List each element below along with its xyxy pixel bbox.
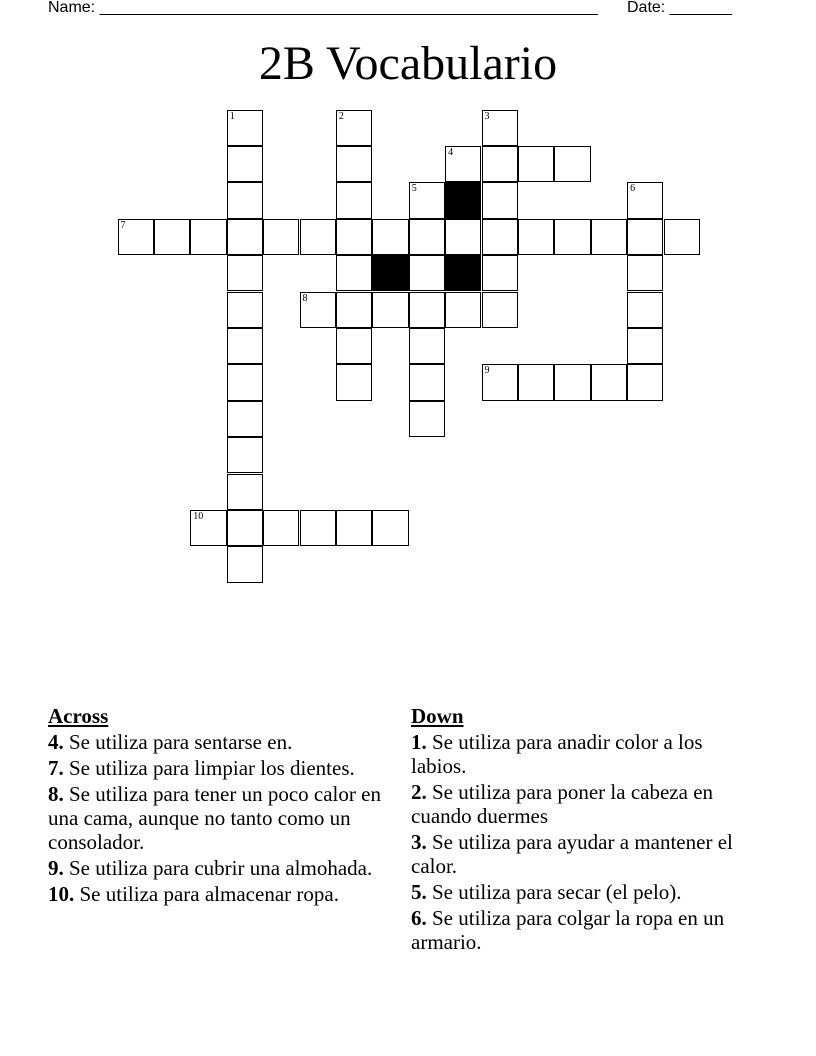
crossword-cell[interactable] [409, 401, 445, 437]
crossword-cell[interactable] [336, 510, 372, 546]
clue-text: Se utiliza para colgar la ropa en un armario. [411, 906, 725, 954]
crossword-cell[interactable] [591, 219, 627, 255]
crossword-cell[interactable] [409, 364, 445, 400]
down-heading: Down [411, 704, 464, 728]
crossword-cell[interactable] [482, 182, 518, 218]
clue-text: Se utiliza para sentarse en. [63, 730, 293, 754]
crossword-cell[interactable] [554, 219, 590, 255]
crossword-cell[interactable] [300, 292, 336, 328]
crossword-cell[interactable] [227, 182, 263, 218]
crossword-cell[interactable] [336, 110, 372, 146]
crossword-cell[interactable] [227, 146, 263, 182]
crossword-cell[interactable] [627, 255, 663, 291]
crossword-cell[interactable] [409, 255, 445, 291]
crossword-cell[interactable] [482, 110, 518, 146]
crossword-cell[interactable] [227, 401, 263, 437]
crossword-cell[interactable] [300, 510, 336, 546]
cell-number: 3 [484, 110, 490, 122]
crossword-cell[interactable] [518, 146, 554, 182]
crossword-cell[interactable] [409, 219, 445, 255]
crossword-cell[interactable] [518, 219, 554, 255]
clue-number: 7. [48, 756, 64, 780]
clue-text: Se utiliza para almacenar ropa. [74, 882, 339, 906]
clue-number: 1. [411, 730, 427, 754]
crossword-cell[interactable] [482, 292, 518, 328]
across-clue [48, 856, 398, 880]
clue-number: 6. [411, 906, 427, 930]
page-title: 2B Vocabulario [258, 37, 558, 90]
clue-text: Se utiliza para limpiar los dientes. [63, 756, 355, 780]
clue-number: 9. [48, 856, 64, 880]
cell-number: 9 [484, 365, 490, 377]
crossword-block-cell [445, 255, 481, 291]
crossword-cell[interactable] [409, 182, 445, 218]
crossword-cell[interactable] [336, 364, 372, 400]
crossword-cell[interactable] [627, 182, 663, 218]
crossword-cell[interactable] [227, 546, 263, 582]
crossword-cell[interactable] [227, 474, 263, 510]
crossword-cell[interactable] [482, 255, 518, 291]
crossword-cell[interactable] [664, 219, 700, 255]
across-heading: Across [48, 704, 109, 728]
crossword-cell[interactable] [372, 292, 408, 328]
name-field-line: Name: ________________________________________________________ [48, 0, 598, 16]
crossword-cell[interactable] [482, 219, 518, 255]
crossword-cell[interactable] [409, 292, 445, 328]
clue-text: Se utiliza para ayudar a mantener el calor. [411, 830, 733, 878]
crossword-cell[interactable] [627, 292, 663, 328]
clue-text: Se utiliza para secar (el pelo). [426, 880, 682, 904]
crossword-cell[interactable] [627, 219, 663, 255]
across-clue [48, 782, 398, 854]
crossword-cell[interactable] [627, 328, 663, 364]
crossword-cell[interactable] [482, 146, 518, 182]
cell-number: 4 [448, 146, 454, 158]
crossword-cell[interactable] [409, 328, 445, 364]
crossword-block-cell [445, 182, 481, 218]
cell-number: 5 [411, 183, 417, 195]
clue-text: Se utiliza para tener un poco calor en una cama, aunque no tanto como un consolador. [48, 782, 381, 854]
clue-number: 4. [48, 730, 64, 754]
across-clue [48, 882, 398, 906]
crossword-cell[interactable] [227, 219, 263, 255]
crossword-cell[interactable] [300, 219, 336, 255]
down-clue [411, 830, 756, 878]
clue-text: Se utiliza para poner la cabeza en cuando duermes [411, 780, 714, 828]
crossword-cell[interactable] [263, 219, 299, 255]
clue-text: Se utiliza para cubrir una almohada. [63, 856, 373, 880]
crossword-cell[interactable] [227, 437, 263, 473]
down-clue [411, 730, 756, 778]
clue-number: 5. [411, 880, 427, 904]
down-clue [411, 906, 756, 954]
down-clues [411, 704, 756, 954]
clue-number: 3. [411, 830, 427, 854]
crossword-cell[interactable] [227, 292, 263, 328]
clue-number: 2. [411, 780, 427, 804]
clue-number: 10. [48, 882, 75, 906]
crossword-cell[interactable] [336, 219, 372, 255]
crossword-cell[interactable] [336, 146, 372, 182]
clue-number: 8. [48, 782, 64, 806]
crossword-cell[interactable] [518, 364, 554, 400]
crossword-cell[interactable] [445, 219, 481, 255]
crossword-cell[interactable] [154, 219, 190, 255]
cell-number: 2 [338, 110, 344, 122]
crossword-cell[interactable] [227, 255, 263, 291]
crossword-cell[interactable] [227, 364, 263, 400]
crossword-cell[interactable] [336, 182, 372, 218]
crossword-block-cell [372, 255, 408, 291]
crossword-cell[interactable] [482, 364, 518, 400]
crossword-cell[interactable] [445, 292, 481, 328]
across-clue [48, 756, 398, 780]
crossword-cell[interactable] [554, 364, 590, 400]
crossword-cell[interactable] [227, 328, 263, 364]
down-clue [411, 780, 756, 828]
crossword-cell[interactable] [190, 510, 226, 546]
crossword-cell[interactable] [336, 328, 372, 364]
crossword-cell[interactable] [118, 219, 154, 255]
crossword-cell[interactable] [227, 510, 263, 546]
crossword-cell[interactable] [190, 219, 226, 255]
crossword-cell[interactable] [336, 292, 372, 328]
crossword-cell[interactable] [227, 110, 263, 146]
crossword-cell[interactable] [591, 364, 627, 400]
crossword-cell[interactable] [263, 510, 299, 546]
cell-number: 10 [193, 510, 204, 522]
crossword-cell[interactable] [627, 364, 663, 400]
across-clues [48, 704, 398, 906]
crossword-cell[interactable] [336, 255, 372, 291]
cell-number: 6 [630, 183, 636, 195]
crossword-cell[interactable] [445, 146, 481, 182]
across-clue [48, 730, 398, 754]
crossword-cell[interactable] [372, 219, 408, 255]
cell-number: 8 [302, 292, 308, 304]
cell-number: 1 [229, 110, 235, 122]
down-clue [411, 880, 756, 904]
clue-text: Se utiliza para anadir color a los labios. [411, 730, 703, 778]
date-field-line: Date: _______ [627, 0, 732, 16]
crossword-cell[interactable] [372, 510, 408, 546]
crossword-cell[interactable] [554, 146, 590, 182]
cell-number: 7 [120, 219, 126, 231]
